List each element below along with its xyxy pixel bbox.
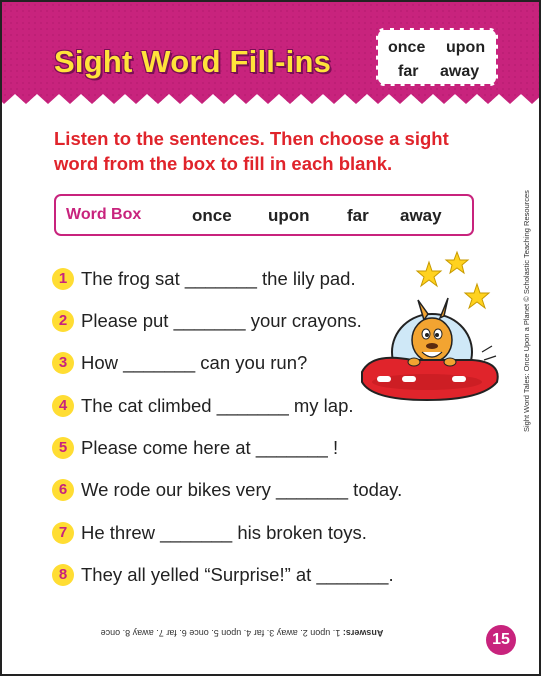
number-badge: 6 — [52, 479, 74, 501]
sentence-text: The frog sat _______ the lily pad. — [81, 268, 356, 289]
sentence-item — [52, 561, 452, 591]
corner-word-box — [376, 28, 498, 86]
number-badge: 3 — [52, 352, 74, 374]
sentence-item — [52, 476, 452, 506]
corner-word: upon — [446, 39, 486, 56]
number-badge: 4 — [52, 395, 74, 417]
number-badge: 7 — [52, 522, 74, 544]
word-box-word: once — [192, 206, 232, 225]
sentence-item — [52, 434, 452, 464]
answer-key-text: 1. upon 2. away 3. far 4. upon 5. once 6. far 7. away 8. once — [100, 628, 341, 638]
sentence-item — [52, 519, 452, 549]
sentence-text: They all yelled “Surprise!” at _______. — [81, 564, 394, 585]
instructions-text: Listen to the sentences. Then choose a sight word from the box to fill in each blank. — [54, 128, 449, 174]
page-number-badge: 15 — [486, 625, 516, 655]
word-box-word: away — [400, 206, 442, 225]
number-badge: 5 — [52, 437, 74, 459]
corner-word: far — [398, 63, 419, 80]
word-box-word: far — [347, 206, 369, 225]
word-box-label: Word Box — [66, 206, 142, 223]
corner-word: away — [440, 63, 480, 80]
sentence-text: Please put _______ your crayons. — [81, 310, 362, 331]
answer-key-label: Answers: — [342, 628, 384, 638]
kangaroo-spaceship-illustration — [332, 242, 502, 427]
sentence-text: The cat climbed _______ my lap. — [81, 395, 354, 416]
number-badge: 1 — [52, 268, 74, 290]
page-title: Sight Word Fill-ins — [54, 44, 332, 79]
header-band — [2, 2, 541, 112]
sentence-text: We rode our bikes very _______ today. — [81, 479, 403, 500]
star-icon — [465, 284, 489, 308]
sentence-text: Please come here at _______ ! — [81, 437, 339, 458]
sentence-text: He threw _______ his broken toys. — [81, 522, 367, 543]
answer-key — [74, 628, 410, 638]
corner-word: once — [388, 39, 426, 56]
word-box — [54, 194, 474, 236]
star-icon — [417, 262, 441, 286]
side-credit-text: Sight Word Tales: Once Upon a Planet © Scholastic Teaching Resources — [522, 190, 531, 432]
number-badge: 2 — [52, 310, 74, 332]
sentence-text: How _______ can you run? — [81, 352, 308, 373]
star-icon — [446, 252, 468, 273]
word-box-word: upon — [268, 206, 310, 225]
number-badge: 8 — [52, 564, 74, 586]
